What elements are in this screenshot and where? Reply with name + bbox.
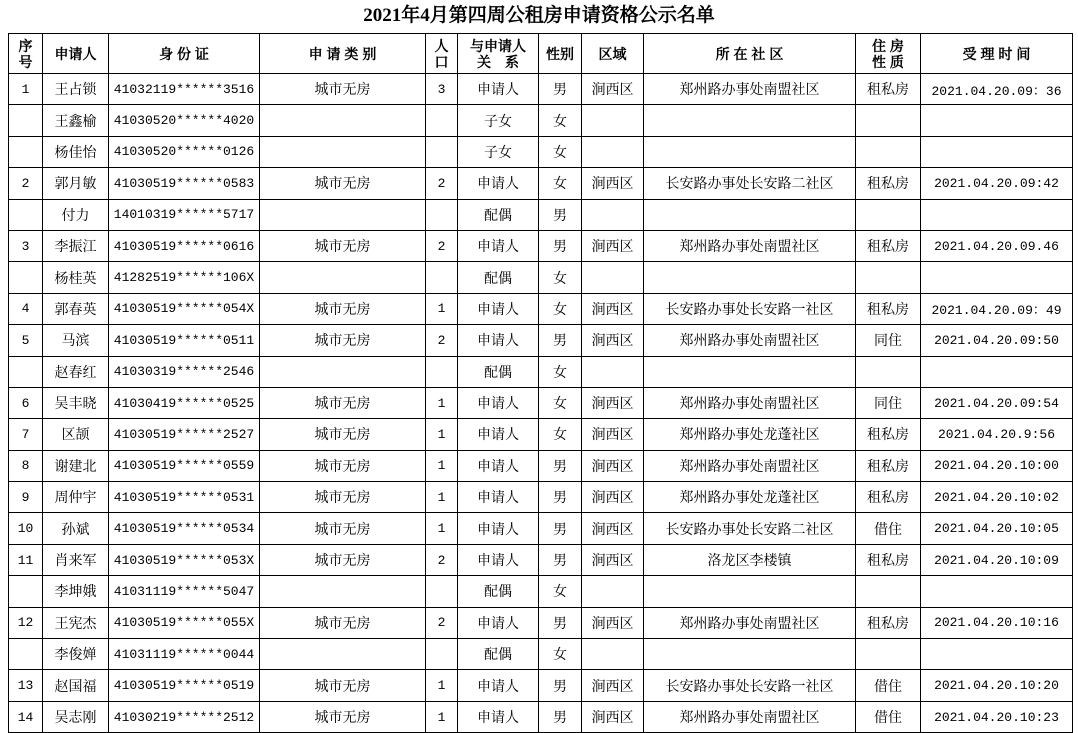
- header-community: 所 在 社 区: [644, 34, 856, 74]
- cell-community: [644, 639, 856, 670]
- cell-applicant: 杨佳怡: [43, 136, 109, 167]
- cell-id-card: 41030519******0531: [109, 482, 260, 513]
- table-row: [9, 513, 1073, 544]
- cell-household-size: 1: [426, 419, 458, 450]
- cell-household-size: [426, 576, 458, 607]
- cell-received-time: [921, 105, 1073, 136]
- cell-household-size: 1: [426, 670, 458, 701]
- cell-category: 城市无房: [260, 168, 426, 199]
- cell-seq: 4: [9, 293, 43, 324]
- cell-applicant: 马滨: [43, 325, 109, 356]
- cell-id-card: 41282519******106X: [109, 262, 260, 293]
- cell-relation: 子女: [458, 105, 539, 136]
- cell-housing-type: 租私房: [856, 293, 921, 324]
- cell-district: 涧西区: [582, 450, 644, 481]
- cell-gender: 男: [539, 607, 582, 638]
- cell-community: 郑州路办事处南盟社区: [644, 230, 856, 261]
- cell-community: 郑州路办事处南盟社区: [644, 450, 856, 481]
- cell-household-size: 2: [426, 325, 458, 356]
- cell-gender: 女: [539, 639, 582, 670]
- cell-district: 涧西区: [582, 544, 644, 575]
- cell-category: 城市无房: [260, 513, 426, 544]
- cell-gender: 女: [539, 356, 582, 387]
- cell-seq: [9, 356, 43, 387]
- header-applicant: 申请人: [43, 34, 109, 74]
- cell-id-card: 41030319******2546: [109, 356, 260, 387]
- cell-seq: 11: [9, 544, 43, 575]
- cell-applicant: 赵国福: [43, 670, 109, 701]
- cell-gender: 女: [539, 136, 582, 167]
- cell-id-card: 41030419******0525: [109, 387, 260, 418]
- cell-community: 郑州路办事处南盟社区: [644, 74, 856, 105]
- cell-category: 城市无房: [260, 387, 426, 418]
- cell-housing-type: 租私房: [856, 482, 921, 513]
- cell-received-time: 2021.04.20.09：36: [921, 74, 1073, 105]
- cell-category: [260, 639, 426, 670]
- cell-seq: [9, 105, 43, 136]
- cell-received-time: 2021.04.20.09.46: [921, 230, 1073, 261]
- cell-gender: 男: [539, 513, 582, 544]
- cell-household-size: [426, 262, 458, 293]
- table-row: [9, 544, 1073, 575]
- cell-received-time: [921, 136, 1073, 167]
- cell-household-size: 2: [426, 544, 458, 575]
- table-row: [9, 199, 1073, 230]
- cell-gender: 女: [539, 419, 582, 450]
- cell-household-size: 1: [426, 482, 458, 513]
- cell-category: 城市无房: [260, 544, 426, 575]
- cell-id-card: 41030519******0534: [109, 513, 260, 544]
- cell-community: 郑州路办事处南盟社区: [644, 325, 856, 356]
- cell-district: 涧西区: [582, 419, 644, 450]
- table-row: [9, 639, 1073, 670]
- cell-relation: 申请人: [458, 293, 539, 324]
- cell-housing-type: 租私房: [856, 607, 921, 638]
- cell-applicant: 郭春英: [43, 293, 109, 324]
- cell-housing-type: 租私房: [856, 419, 921, 450]
- cell-district: 涧西区: [582, 293, 644, 324]
- cell-relation: 配偶: [458, 356, 539, 387]
- cell-id-card: 41030520******4020: [109, 105, 260, 136]
- header-category: 申 请 类 别: [260, 34, 426, 74]
- cell-gender: 男: [539, 450, 582, 481]
- table-row: [9, 387, 1073, 418]
- cell-applicant: 赵春红: [43, 356, 109, 387]
- cell-district: [582, 199, 644, 230]
- cell-housing-type: 租私房: [856, 450, 921, 481]
- cell-id-card: 41032119******3516: [109, 74, 260, 105]
- cell-community: 郑州路办事处龙蓬社区: [644, 419, 856, 450]
- cell-relation: 配偶: [458, 576, 539, 607]
- cell-community: [644, 356, 856, 387]
- cell-housing-type: 同住: [856, 387, 921, 418]
- cell-category: 城市无房: [260, 607, 426, 638]
- cell-district: [582, 356, 644, 387]
- cell-community: 洛龙区李楼镇: [644, 544, 856, 575]
- cell-community: 长安路办事处长安路一社区: [644, 293, 856, 324]
- cell-category: [260, 356, 426, 387]
- cell-applicant: 谢建北: [43, 450, 109, 481]
- cell-category: 城市无房: [260, 74, 426, 105]
- cell-id-card: 41030519******0559: [109, 450, 260, 481]
- cell-seq: 2: [9, 168, 43, 199]
- cell-district: 涧西区: [582, 387, 644, 418]
- cell-id-card: 41030519******0616: [109, 230, 260, 261]
- cell-district: [582, 639, 644, 670]
- cell-category: 城市无房: [260, 293, 426, 324]
- cell-housing-type: [856, 105, 921, 136]
- cell-household-size: 1: [426, 293, 458, 324]
- cell-seq: 5: [9, 325, 43, 356]
- cell-seq: 10: [9, 513, 43, 544]
- cell-received-time: 2021.04.20.10:20: [921, 670, 1073, 701]
- table-row: [9, 576, 1073, 607]
- cell-housing-type: [856, 576, 921, 607]
- cell-community: 郑州路办事处南盟社区: [644, 701, 856, 732]
- header-relation: 与申请人 关 系: [458, 34, 539, 74]
- cell-district: [582, 136, 644, 167]
- cell-community: [644, 105, 856, 136]
- header-gender: 性别: [539, 34, 582, 74]
- cell-community: 郑州路办事处龙蓬社区: [644, 482, 856, 513]
- header-district: 区域: [582, 34, 644, 74]
- cell-seq: [9, 576, 43, 607]
- cell-applicant: 李俊婵: [43, 639, 109, 670]
- cell-category: 城市无房: [260, 701, 426, 732]
- cell-received-time: [921, 356, 1073, 387]
- cell-received-time: 2021.04.20.09：49: [921, 293, 1073, 324]
- cell-relation: 配偶: [458, 639, 539, 670]
- cell-gender: 男: [539, 74, 582, 105]
- cell-relation: 申请人: [458, 230, 539, 261]
- cell-district: 涧西区: [582, 230, 644, 261]
- cell-seq: 6: [9, 387, 43, 418]
- applicant-table: [8, 33, 1073, 733]
- cell-received-time: [921, 199, 1073, 230]
- cell-district: [582, 262, 644, 293]
- cell-id-card: 14010319******5717: [109, 199, 260, 230]
- cell-id-card: 41030519******0511: [109, 325, 260, 356]
- cell-relation: 申请人: [458, 450, 539, 481]
- cell-housing-type: 租私房: [856, 544, 921, 575]
- cell-received-time: 2021.04.20.09:42: [921, 168, 1073, 199]
- cell-applicant: 肖来军: [43, 544, 109, 575]
- cell-relation: 申请人: [458, 387, 539, 418]
- cell-category: 城市无房: [260, 670, 426, 701]
- cell-gender: 男: [539, 544, 582, 575]
- cell-received-time: 2021.04.20.10:00: [921, 450, 1073, 481]
- cell-community: [644, 136, 856, 167]
- cell-category: [260, 136, 426, 167]
- table-row: [9, 356, 1073, 387]
- cell-community: 郑州路办事处南盟社区: [644, 607, 856, 638]
- cell-relation: 申请人: [458, 168, 539, 199]
- cell-household-size: 1: [426, 387, 458, 418]
- cell-seq: 1: [9, 74, 43, 105]
- cell-id-card: 41030520******0126: [109, 136, 260, 167]
- cell-applicant: 周仲宇: [43, 482, 109, 513]
- header-housing-type: 住 房 性 质: [856, 34, 921, 74]
- cell-community: [644, 576, 856, 607]
- cell-category: 城市无房: [260, 325, 426, 356]
- table-row: [9, 230, 1073, 261]
- cell-applicant: 郭月敏: [43, 168, 109, 199]
- cell-household-size: 3: [426, 74, 458, 105]
- cell-relation: 申请人: [458, 482, 539, 513]
- cell-id-card: 41030519******0583: [109, 168, 260, 199]
- cell-gender: 女: [539, 262, 582, 293]
- table-row: [9, 325, 1073, 356]
- cell-id-card: 41030519******0519: [109, 670, 260, 701]
- table-row: [9, 482, 1073, 513]
- cell-household-size: [426, 356, 458, 387]
- cell-gender: 男: [539, 701, 582, 732]
- cell-household-size: 2: [426, 230, 458, 261]
- cell-seq: [9, 136, 43, 167]
- cell-applicant: 李振江: [43, 230, 109, 261]
- cell-household-size: [426, 105, 458, 136]
- cell-id-card: 41030219******2512: [109, 701, 260, 732]
- cell-gender: 女: [539, 105, 582, 136]
- cell-category: [260, 576, 426, 607]
- cell-housing-type: 租私房: [856, 230, 921, 261]
- table-row: [9, 701, 1073, 732]
- cell-seq: 3: [9, 230, 43, 261]
- header-household-size: 人 口: [426, 34, 458, 74]
- cell-relation: 配偶: [458, 199, 539, 230]
- cell-id-card: 41031119******5047: [109, 576, 260, 607]
- cell-category: [260, 105, 426, 136]
- table-row: [9, 136, 1073, 167]
- cell-district: [582, 105, 644, 136]
- cell-housing-type: 租私房: [856, 74, 921, 105]
- cell-relation: 子女: [458, 136, 539, 167]
- cell-applicant: 孙斌: [43, 513, 109, 544]
- cell-category: 城市无房: [260, 450, 426, 481]
- cell-applicant: 王占锁: [43, 74, 109, 105]
- cell-received-time: 2021.04.20.10:16: [921, 607, 1073, 638]
- table-row: [9, 293, 1073, 324]
- cell-relation: 申请人: [458, 544, 539, 575]
- table-row: [9, 419, 1073, 450]
- cell-household-size: 1: [426, 513, 458, 544]
- cell-applicant: 吴丰晓: [43, 387, 109, 418]
- cell-id-card: 41031119******0044: [109, 639, 260, 670]
- cell-gender: 男: [539, 482, 582, 513]
- page-title: 2021年4月第四周公租房申请资格公示名单: [363, 5, 715, 26]
- cell-relation: 申请人: [458, 701, 539, 732]
- cell-id-card: 41030519******053X: [109, 544, 260, 575]
- cell-community: 郑州路办事处南盟社区: [644, 387, 856, 418]
- cell-housing-type: 同住: [856, 325, 921, 356]
- cell-id-card: 41030519******054X: [109, 293, 260, 324]
- cell-gender: 女: [539, 576, 582, 607]
- cell-housing-type: [856, 639, 921, 670]
- cell-district: 涧西区: [582, 74, 644, 105]
- table-row: [9, 607, 1073, 638]
- cell-district: 涧西区: [582, 607, 644, 638]
- cell-community: 长安路办事处长安路二社区: [644, 513, 856, 544]
- cell-seq: 14: [9, 701, 43, 732]
- cell-housing-type: 借住: [856, 701, 921, 732]
- cell-received-time: 2021.04.20.10:09: [921, 544, 1073, 575]
- cell-community: 长安路办事处长安路一社区: [644, 670, 856, 701]
- cell-received-time: [921, 639, 1073, 670]
- cell-relation: 申请人: [458, 670, 539, 701]
- cell-received-time: 2021.04.20.09:50: [921, 325, 1073, 356]
- cell-seq: 7: [9, 419, 43, 450]
- cell-household-size: 2: [426, 168, 458, 199]
- cell-community: [644, 262, 856, 293]
- cell-category: [260, 262, 426, 293]
- cell-applicant: 杨桂英: [43, 262, 109, 293]
- table-row: [9, 74, 1073, 105]
- cell-category: [260, 199, 426, 230]
- cell-housing-type: 借住: [856, 670, 921, 701]
- cell-seq: [9, 199, 43, 230]
- cell-id-card: 41030519******055X: [109, 607, 260, 638]
- cell-gender: 男: [539, 670, 582, 701]
- header-received-time: 受 理 时 间: [921, 34, 1073, 74]
- cell-household-size: [426, 136, 458, 167]
- cell-district: 涧西区: [582, 670, 644, 701]
- cell-id-card: 41030519******2527: [109, 419, 260, 450]
- cell-community: 长安路办事处长安路二社区: [644, 168, 856, 199]
- cell-received-time: 2021.04.20.10:05: [921, 513, 1073, 544]
- cell-seq: [9, 262, 43, 293]
- cell-received-time: [921, 262, 1073, 293]
- cell-relation: 申请人: [458, 74, 539, 105]
- cell-gender: 女: [539, 387, 582, 418]
- cell-housing-type: [856, 262, 921, 293]
- cell-received-time: 2021.04.20.9:56: [921, 419, 1073, 450]
- cell-relation: 申请人: [458, 513, 539, 544]
- cell-district: 涧西区: [582, 325, 644, 356]
- cell-gender: 男: [539, 230, 582, 261]
- cell-gender: 男: [539, 199, 582, 230]
- cell-applicant: 吴志刚: [43, 701, 109, 732]
- table-row: [9, 168, 1073, 199]
- cell-applicant: 王宪杰: [43, 607, 109, 638]
- cell-applicant: 李坤娥: [43, 576, 109, 607]
- cell-district: 涧西区: [582, 482, 644, 513]
- cell-household-size: [426, 639, 458, 670]
- cell-relation: 申请人: [458, 419, 539, 450]
- cell-district: 涧西区: [582, 513, 644, 544]
- cell-relation: 申请人: [458, 325, 539, 356]
- cell-housing-type: 租私房: [856, 168, 921, 199]
- cell-housing-type: [856, 199, 921, 230]
- cell-seq: [9, 639, 43, 670]
- table-row: [9, 450, 1073, 481]
- cell-housing-type: [856, 136, 921, 167]
- cell-received-time: [921, 576, 1073, 607]
- cell-seq: 8: [9, 450, 43, 481]
- header-id-card: 身 份 证: [109, 34, 260, 74]
- cell-household-size: [426, 199, 458, 230]
- cell-relation: 申请人: [458, 607, 539, 638]
- cell-gender: 男: [539, 325, 582, 356]
- cell-applicant: 区颉: [43, 419, 109, 450]
- cell-category: 城市无房: [260, 482, 426, 513]
- cell-seq: 9: [9, 482, 43, 513]
- cell-applicant: 付力: [43, 199, 109, 230]
- cell-relation: 配偶: [458, 262, 539, 293]
- cell-household-size: 1: [426, 450, 458, 481]
- cell-applicant: 王鑫榆: [43, 105, 109, 136]
- table-row: [9, 105, 1073, 136]
- cell-household-size: 1: [426, 701, 458, 732]
- cell-category: 城市无房: [260, 419, 426, 450]
- cell-received-time: 2021.04.20.09:54: [921, 387, 1073, 418]
- cell-housing-type: [856, 356, 921, 387]
- cell-category: 城市无房: [260, 230, 426, 261]
- cell-district: 涧西区: [582, 701, 644, 732]
- header-seq: 序 号: [9, 34, 43, 74]
- cell-gender: 女: [539, 168, 582, 199]
- table-row: [9, 262, 1073, 293]
- cell-district: [582, 576, 644, 607]
- cell-household-size: 2: [426, 607, 458, 638]
- table-row: [9, 670, 1073, 701]
- cell-housing-type: 借住: [856, 513, 921, 544]
- cell-received-time: 2021.04.20.10:02: [921, 482, 1073, 513]
- header-row: [9, 34, 1073, 74]
- cell-seq: 12: [9, 607, 43, 638]
- cell-district: 涧西区: [582, 168, 644, 199]
- cell-gender: 女: [539, 293, 582, 324]
- cell-received-time: 2021.04.20.10:23: [921, 701, 1073, 732]
- cell-seq: 13: [9, 670, 43, 701]
- cell-community: [644, 199, 856, 230]
